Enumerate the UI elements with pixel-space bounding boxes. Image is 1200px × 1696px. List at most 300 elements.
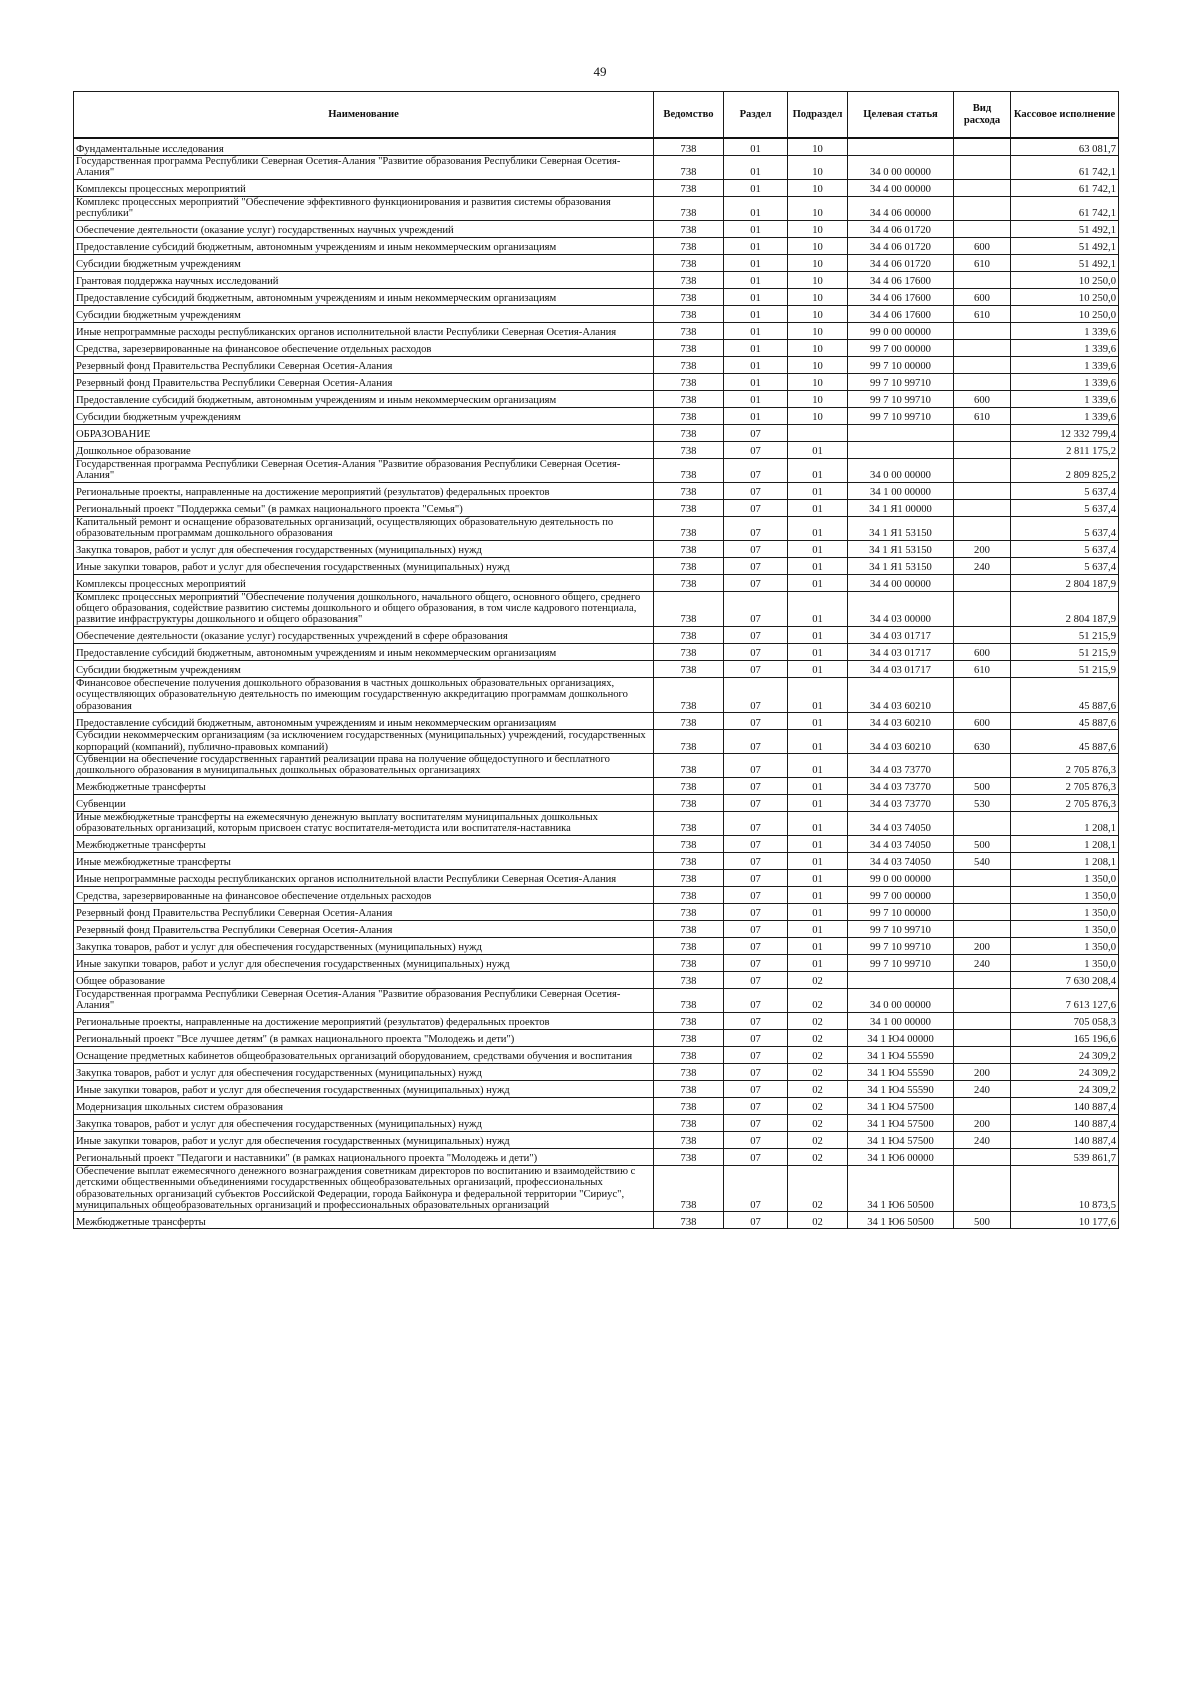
row-vid (954, 574, 1011, 591)
table-row (74, 156, 1119, 180)
row-razdel: 07 (724, 730, 788, 754)
row-statya: 34 4 03 60210 (848, 677, 954, 712)
row-vid: 610 (954, 305, 1011, 322)
row-statya: 34 4 03 60210 (848, 713, 954, 730)
row-razdel: 07 (724, 1029, 788, 1046)
row-statya: 34 4 03 74050 (848, 835, 954, 852)
row-vid (954, 373, 1011, 390)
row-ved: 738 (654, 754, 724, 778)
row-ved: 738 (654, 540, 724, 557)
row-vid (954, 516, 1011, 540)
row-ved: 738 (654, 516, 724, 540)
row-vid: 600 (954, 713, 1011, 730)
row-summa: 2 804 187,9 (1011, 574, 1119, 591)
table-row (74, 835, 1119, 852)
row-statya: 34 4 03 73770 (848, 794, 954, 811)
row-summa: 63 081,7 (1011, 138, 1119, 156)
row-name: Средства, зарезервированные на финансовое обеспечение отдельных расходов (74, 339, 654, 356)
table-row (74, 1212, 1119, 1229)
row-vid: 530 (954, 794, 1011, 811)
row-name: Закупка товаров, работ и услуг для обеспечения государственных (муниципальных) нужд (74, 937, 654, 954)
row-summa: 5 637,4 (1011, 557, 1119, 574)
row-summa: 7 613 127,6 (1011, 988, 1119, 1012)
row-ved: 738 (654, 903, 724, 920)
row-ved: 738 (654, 835, 724, 852)
row-summa: 10 250,0 (1011, 305, 1119, 322)
row-razdel: 07 (724, 869, 788, 886)
table-row (74, 811, 1119, 835)
row-podrazdel: 02 (788, 1131, 848, 1148)
row-ved: 738 (654, 179, 724, 196)
row-ved: 738 (654, 1097, 724, 1114)
row-razdel: 07 (724, 458, 788, 482)
row-podrazdel: 10 (788, 322, 848, 339)
row-podrazdel: 02 (788, 1148, 848, 1165)
table-row (74, 574, 1119, 591)
table-row (74, 288, 1119, 305)
row-razdel: 01 (724, 390, 788, 407)
row-razdel: 07 (724, 1148, 788, 1165)
row-name: Иные закупки товаров, работ и услуг для обеспечения государственных (муниципальных) нужд (74, 1080, 654, 1097)
row-ved: 738 (654, 288, 724, 305)
row-vid (954, 677, 1011, 712)
row-statya: 34 1 Ю4 00000 (848, 1029, 954, 1046)
row-ved: 738 (654, 1012, 724, 1029)
row-statya: 34 4 03 73770 (848, 754, 954, 778)
row-name: Иные межбюджетные трансферты (74, 852, 654, 869)
row-summa: 2 705 876,3 (1011, 754, 1119, 778)
row-vid: 200 (954, 1063, 1011, 1080)
row-razdel: 01 (724, 305, 788, 322)
table-row (74, 643, 1119, 660)
row-name: Субсидии бюджетным учреждениям (74, 407, 654, 424)
row-podrazdel: 01 (788, 458, 848, 482)
row-statya: 34 4 03 60210 (848, 730, 954, 754)
row-vid (954, 441, 1011, 458)
row-razdel: 07 (724, 1097, 788, 1114)
table-row (74, 886, 1119, 903)
table-row (74, 920, 1119, 937)
row-vid (954, 179, 1011, 196)
row-statya: 34 4 06 01720 (848, 254, 954, 271)
row-statya: 34 4 03 01717 (848, 643, 954, 660)
row-statya: 34 1 Ю4 55590 (848, 1063, 954, 1080)
row-vid (954, 903, 1011, 920)
header-summa: Кассовое исполнение (1011, 92, 1119, 139)
row-razdel: 07 (724, 482, 788, 499)
row-name: Государственная программа Республики Северная Осетия-Алания "Развитие образования Республики Северная Осетия-Алания" (74, 458, 654, 482)
row-summa: 539 861,7 (1011, 1148, 1119, 1165)
row-name: Региональный проект "Педагоги и наставники" (в рамках национального проекта "Молодежь и дети") (74, 1148, 654, 1165)
row-name: Межбюджетные трансферты (74, 777, 654, 794)
row-razdel: 07 (724, 1212, 788, 1229)
table-row (74, 390, 1119, 407)
row-vid (954, 424, 1011, 441)
table-row (74, 339, 1119, 356)
row-podrazdel: 10 (788, 196, 848, 220)
row-name: Предоставление субсидий бюджетным, автономным учреждениям и иным некоммерческим организациям (74, 643, 654, 660)
row-podrazdel: 01 (788, 591, 848, 626)
row-summa: 51 215,9 (1011, 660, 1119, 677)
row-vid: 540 (954, 852, 1011, 869)
row-razdel: 01 (724, 254, 788, 271)
row-razdel: 01 (724, 138, 788, 156)
row-vid (954, 1148, 1011, 1165)
table-row (74, 903, 1119, 920)
row-name: Резервный фонд Правительства Республики Северная Осетия-Алания (74, 903, 654, 920)
table-row (74, 1046, 1119, 1063)
row-name: Предоставление субсидий бюджетным, автономным учреждениям и иным некоммерческим организациям (74, 237, 654, 254)
row-razdel: 07 (724, 677, 788, 712)
row-podrazdel: 02 (788, 1212, 848, 1229)
row-vid: 630 (954, 730, 1011, 754)
row-name: Финансовое обеспечение получения дошкольного образования в частных дошкольных образовательных организациях, осуществляющих образовательную деятельность по имеющим государственную аккредитацию программам дошкольного образования (74, 677, 654, 712)
row-ved: 738 (654, 424, 724, 441)
row-vid (954, 271, 1011, 288)
row-name: Государственная программа Республики Северная Осетия-Алания "Развитие образования Республики Северная Осетия-Алания" (74, 988, 654, 1012)
row-podrazdel: 01 (788, 920, 848, 937)
row-razdel: 01 (724, 271, 788, 288)
row-summa: 24 309,2 (1011, 1063, 1119, 1080)
row-ved: 738 (654, 557, 724, 574)
table-row (74, 373, 1119, 390)
row-ved: 738 (654, 1029, 724, 1046)
row-podrazdel: 01 (788, 482, 848, 499)
row-name: Субсидии некоммерческим организациям (за исключением государственных (муниципальных) учреждений, государственных корпораций (компаний), публично-правовых компаний) (74, 730, 654, 754)
row-summa: 5 637,4 (1011, 516, 1119, 540)
row-statya: 99 7 10 99710 (848, 920, 954, 937)
row-podrazdel: 01 (788, 754, 848, 778)
row-summa: 1 339,6 (1011, 339, 1119, 356)
table-row (74, 1012, 1119, 1029)
row-podrazdel: 10 (788, 237, 848, 254)
row-razdel: 07 (724, 424, 788, 441)
row-ved: 738 (654, 499, 724, 516)
row-ved: 738 (654, 1131, 724, 1148)
row-name: Обеспечение выплат ежемесячного денежного вознаграждения советникам директоров по воспитанию и взаимодействию с детскими общественными объединениями государственных общеобразовательных организаций, профессиональных образовательных организаций субъектов Российской Федерации, города Байконура и федеральной территории "Сириус", муниципальных общеобразовательных организаций и профессиональных образовательных организаций (74, 1165, 654, 1212)
table-row (74, 1080, 1119, 1097)
table-body (74, 138, 1119, 1229)
table-row (74, 988, 1119, 1012)
row-name: Межбюджетные трансферты (74, 835, 654, 852)
row-podrazdel: 10 (788, 373, 848, 390)
table-row (74, 660, 1119, 677)
table-row (74, 1097, 1119, 1114)
row-vid: 600 (954, 643, 1011, 660)
row-podrazdel: 01 (788, 777, 848, 794)
row-podrazdel: 02 (788, 1029, 848, 1046)
row-razdel: 01 (724, 356, 788, 373)
row-razdel: 07 (724, 971, 788, 988)
row-summa: 2 705 876,3 (1011, 777, 1119, 794)
row-vid (954, 1097, 1011, 1114)
table-row (74, 138, 1119, 156)
row-podrazdel: 01 (788, 852, 848, 869)
table-row (74, 591, 1119, 626)
table-row (74, 754, 1119, 778)
row-razdel: 01 (724, 156, 788, 180)
row-razdel: 07 (724, 1080, 788, 1097)
row-statya: 34 4 03 00000 (848, 591, 954, 626)
row-statya: 34 4 06 17600 (848, 305, 954, 322)
row-ved: 738 (654, 237, 724, 254)
header-ved: Ведомство (654, 92, 724, 139)
row-statya: 34 1 Ю4 57500 (848, 1131, 954, 1148)
row-statya: 34 1 Ю6 50500 (848, 1165, 954, 1212)
row-razdel: 01 (724, 339, 788, 356)
row-vid (954, 356, 1011, 373)
row-statya: 34 1 00 00000 (848, 1012, 954, 1029)
row-name: Региональные проекты, направленные на достижение мероприятий (результатов) федеральных проектов (74, 482, 654, 499)
row-podrazdel: 02 (788, 1165, 848, 1212)
row-statya: 34 4 03 01717 (848, 660, 954, 677)
row-summa: 1 350,0 (1011, 954, 1119, 971)
row-name: Обеспечение деятельности (оказание услуг) государственных научных учреждений (74, 220, 654, 237)
row-podrazdel: 01 (788, 869, 848, 886)
row-vid (954, 339, 1011, 356)
table-row (74, 626, 1119, 643)
row-summa: 1 339,6 (1011, 390, 1119, 407)
row-razdel: 07 (724, 441, 788, 458)
row-vid (954, 754, 1011, 778)
row-ved: 738 (654, 254, 724, 271)
row-razdel: 07 (724, 540, 788, 557)
row-razdel: 07 (724, 660, 788, 677)
row-statya: 34 4 06 01720 (848, 237, 954, 254)
row-ved: 738 (654, 660, 724, 677)
row-podrazdel: 01 (788, 677, 848, 712)
row-podrazdel: 02 (788, 1080, 848, 1097)
row-podrazdel: 02 (788, 1063, 848, 1080)
row-summa: 51 215,9 (1011, 643, 1119, 660)
row-summa: 140 887,4 (1011, 1131, 1119, 1148)
row-summa: 1 208,1 (1011, 852, 1119, 869)
row-summa: 45 887,6 (1011, 713, 1119, 730)
row-vid (954, 156, 1011, 180)
row-ved: 738 (654, 1165, 724, 1212)
row-name: Комплексы процессных мероприятий (74, 179, 654, 196)
row-name: Комплекс процессных мероприятий "Обеспечение получения дошкольного, начального общего, основного общего, среднего общего образования, содействие развитию системы дошкольного и общего образования, в том числе кадрового потенциала, развитие инфраструктуры дошкольного и общего образования" (74, 591, 654, 626)
row-statya: 99 7 10 99710 (848, 407, 954, 424)
row-summa: 5 637,4 (1011, 499, 1119, 516)
row-summa: 140 887,4 (1011, 1097, 1119, 1114)
row-podrazdel: 01 (788, 516, 848, 540)
row-ved: 738 (654, 591, 724, 626)
row-statya (848, 971, 954, 988)
row-summa: 1 339,6 (1011, 356, 1119, 373)
header-razdel: Раздел (724, 92, 788, 139)
table-row (74, 937, 1119, 954)
row-summa: 10 250,0 (1011, 288, 1119, 305)
row-podrazdel: 10 (788, 407, 848, 424)
table-row (74, 1114, 1119, 1131)
row-vid: 500 (954, 835, 1011, 852)
row-summa: 1 350,0 (1011, 886, 1119, 903)
row-vid: 200 (954, 937, 1011, 954)
row-ved: 738 (654, 1114, 724, 1131)
row-podrazdel: 01 (788, 794, 848, 811)
row-vid: 600 (954, 390, 1011, 407)
row-statya: 99 0 00 00000 (848, 869, 954, 886)
row-podrazdel: 10 (788, 390, 848, 407)
row-podrazdel: 02 (788, 1097, 848, 1114)
row-podrazdel: 01 (788, 713, 848, 730)
page-number: 49 (593, 64, 607, 79)
row-ved: 738 (654, 373, 724, 390)
row-ved: 738 (654, 407, 724, 424)
row-razdel: 07 (724, 626, 788, 643)
row-name: Иные закупки товаров, работ и услуг для обеспечения государственных (муниципальных) нужд (74, 557, 654, 574)
row-razdel: 07 (724, 988, 788, 1012)
row-vid (954, 920, 1011, 937)
row-ved: 738 (654, 937, 724, 954)
row-ved: 738 (654, 339, 724, 356)
table-row (74, 424, 1119, 441)
row-vid: 610 (954, 407, 1011, 424)
row-ved: 738 (654, 220, 724, 237)
row-vid: 500 (954, 1212, 1011, 1229)
row-summa: 1 339,6 (1011, 322, 1119, 339)
row-summa: 2 705 876,3 (1011, 794, 1119, 811)
row-name: Грантовая поддержка научных исследований (74, 271, 654, 288)
row-razdel: 01 (724, 322, 788, 339)
table-header-row (74, 92, 1119, 139)
row-summa: 5 637,4 (1011, 540, 1119, 557)
row-ved: 738 (654, 322, 724, 339)
table-row (74, 196, 1119, 220)
row-ved: 738 (654, 852, 724, 869)
row-name: Резервный фонд Правительства Республики Северная Осетия-Алания (74, 356, 654, 373)
row-statya: 34 1 Я1 53150 (848, 557, 954, 574)
row-ved: 738 (654, 458, 724, 482)
row-name: Иные закупки товаров, работ и услуг для обеспечения государственных (муниципальных) нужд (74, 1131, 654, 1148)
row-statya: 34 1 Ю4 55590 (848, 1046, 954, 1063)
row-summa: 1 350,0 (1011, 869, 1119, 886)
row-summa: 12 332 799,4 (1011, 424, 1119, 441)
row-ved: 738 (654, 390, 724, 407)
table-row (74, 254, 1119, 271)
budget-table (73, 91, 1119, 1229)
row-name: Межбюджетные трансферты (74, 1212, 654, 1229)
row-vid: 200 (954, 1114, 1011, 1131)
row-ved: 738 (654, 196, 724, 220)
row-vid (954, 886, 1011, 903)
row-podrazdel: 01 (788, 660, 848, 677)
row-podrazdel (788, 424, 848, 441)
row-podrazdel: 01 (788, 811, 848, 835)
row-statya: 99 7 10 99710 (848, 937, 954, 954)
row-name: Иные непрограммные расходы республиканских органов исполнительной власти Республики Северная Осетия-Алания (74, 869, 654, 886)
row-name: Государственная программа Республики Северная Осетия-Алания "Развитие образования Республики Северная Осетия-Алания" (74, 156, 654, 180)
row-statya: 34 1 Я1 53150 (848, 516, 954, 540)
row-ved: 738 (654, 677, 724, 712)
row-ved: 738 (654, 574, 724, 591)
row-vid (954, 869, 1011, 886)
table-row (74, 730, 1119, 754)
row-summa: 1 339,6 (1011, 407, 1119, 424)
header-vid: Вид расхода (954, 92, 1011, 139)
row-vid (954, 458, 1011, 482)
row-statya: 34 1 Ю4 55590 (848, 1080, 954, 1097)
table-row (74, 1148, 1119, 1165)
row-name: Региональный проект "Все лучшее детям" (в рамках национального проекта "Молодежь и дети") (74, 1029, 654, 1046)
table-row (74, 713, 1119, 730)
row-name: Дошкольное образование (74, 441, 654, 458)
row-podrazdel: 10 (788, 305, 848, 322)
row-podrazdel: 01 (788, 499, 848, 516)
row-statya: 34 1 Ю4 57500 (848, 1114, 954, 1131)
table-row (74, 1165, 1119, 1212)
header-name: Наименование (74, 92, 654, 139)
row-razdel: 07 (724, 1012, 788, 1029)
row-statya: 34 4 03 74050 (848, 811, 954, 835)
row-vid (954, 220, 1011, 237)
row-name: Субвенции (74, 794, 654, 811)
row-ved: 738 (654, 713, 724, 730)
table-row (74, 1131, 1119, 1148)
row-name: Капитальный ремонт и оснащение образовательных организаций, осуществляющих образовательную деятельность по образовательным программам дошкольного образования (74, 516, 654, 540)
row-vid (954, 1046, 1011, 1063)
row-summa: 51 492,1 (1011, 220, 1119, 237)
row-name: Региональный проект "Поддержка семьи" (в рамках национального проекта "Семья") (74, 499, 654, 516)
row-name: Обеспечение деятельности (оказание услуг) государственных учреждений в сфере образования (74, 626, 654, 643)
row-razdel: 07 (724, 954, 788, 971)
row-summa: 10 177,6 (1011, 1212, 1119, 1229)
row-summa: 51 215,9 (1011, 626, 1119, 643)
row-razdel: 01 (724, 179, 788, 196)
row-summa: 165 196,6 (1011, 1029, 1119, 1046)
row-name: Иные непрограммные расходы республиканских органов исполнительной власти Республики Северная Осетия-Алания (74, 322, 654, 339)
row-name: Иные межбюджетные трансферты на ежемесячную денежную выплату воспитателям муниципальных дошкольных образовательных организаций, которым присвоен статус воспитателя-методиста или воспитателя-наставника (74, 811, 654, 835)
row-summa: 5 637,4 (1011, 482, 1119, 499)
row-statya: 34 1 00 00000 (848, 482, 954, 499)
row-vid (954, 499, 1011, 516)
row-name: Предоставление субсидий бюджетным, автономным учреждениям и иным некоммерческим организациям (74, 390, 654, 407)
row-podrazdel: 01 (788, 954, 848, 971)
table-row (74, 540, 1119, 557)
row-statya: 34 4 00 00000 (848, 179, 954, 196)
table-row (74, 971, 1119, 988)
row-vid: 500 (954, 777, 1011, 794)
row-name: Средства, зарезервированные на финансовое обеспечение отдельных расходов (74, 886, 654, 903)
row-summa: 1 208,1 (1011, 811, 1119, 835)
row-podrazdel: 01 (788, 886, 848, 903)
row-summa: 2 809 825,2 (1011, 458, 1119, 482)
row-summa: 10 250,0 (1011, 271, 1119, 288)
row-vid: 240 (954, 1080, 1011, 1097)
row-razdel: 07 (724, 1046, 788, 1063)
row-razdel: 01 (724, 237, 788, 254)
row-vid: 240 (954, 954, 1011, 971)
row-name: Общее образование (74, 971, 654, 988)
row-ved: 738 (654, 1212, 724, 1229)
row-name: Закупка товаров, работ и услуг для обеспечения государственных (муниципальных) нужд (74, 540, 654, 557)
row-podrazdel: 10 (788, 254, 848, 271)
table-row (74, 499, 1119, 516)
row-razdel: 07 (724, 557, 788, 574)
row-podrazdel: 02 (788, 1012, 848, 1029)
row-statya: 99 0 00 00000 (848, 322, 954, 339)
row-name: Предоставление субсидий бюджетным, автономным учреждениям и иным некоммерческим организациям (74, 713, 654, 730)
row-name: Иные закупки товаров, работ и услуг для обеспечения государственных (муниципальных) нужд (74, 954, 654, 971)
row-ved: 738 (654, 886, 724, 903)
row-razdel: 01 (724, 288, 788, 305)
row-razdel: 01 (724, 373, 788, 390)
row-podrazdel: 02 (788, 971, 848, 988)
row-ved: 738 (654, 794, 724, 811)
row-statya: 99 7 10 99710 (848, 954, 954, 971)
row-vid: 610 (954, 254, 1011, 271)
